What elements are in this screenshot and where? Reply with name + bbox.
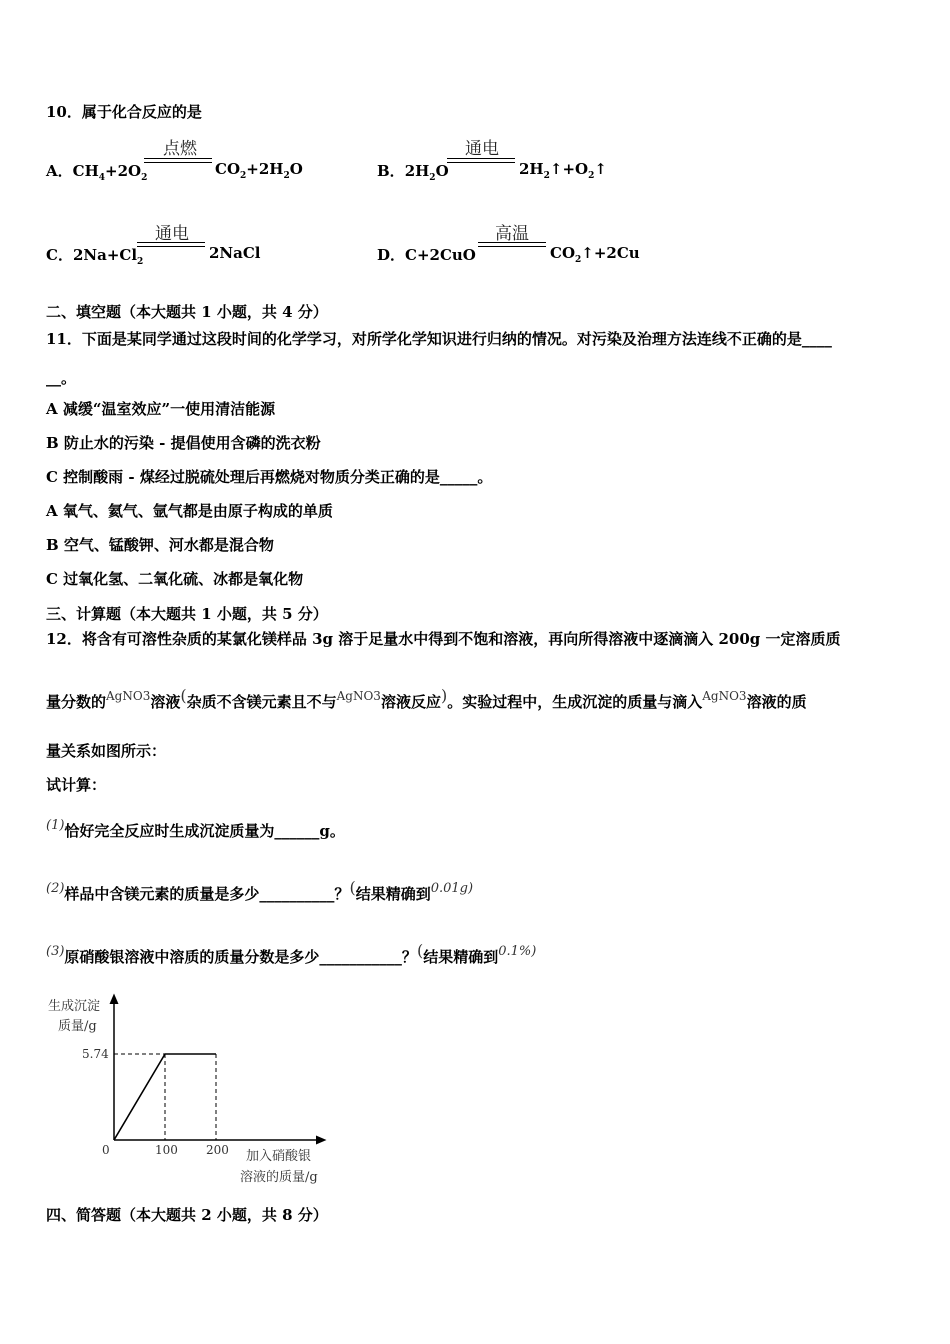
section-3-title: 三、计算题（本大题共 1 小题，共 5 分）	[46, 605, 328, 623]
precipitate-chart	[40, 990, 340, 1190]
agno3-formula: AgNO3	[106, 689, 151, 703]
q11-option-b: B 防止水的污染 - 提倡使用含磷的洗衣粉	[46, 434, 321, 452]
q11-option-c2: C 过氧化氢、二氧化硫、冰都是氧化物	[46, 570, 304, 588]
q10-option-d: D．C+2CuO	[377, 246, 476, 264]
q10-d-condition: 高温	[495, 224, 529, 244]
q12-line-2: 量分数的$^{AgNO3}$溶液(杂质不含镁元素且不与$^{AgNO3}$溶液反应)。实验过程中，生成沉淀的质量与滴入$^{AgNO3}$溶液的质	[46, 686, 807, 711]
y-tick-label: 5.74	[82, 1047, 109, 1061]
x-label-line-2: 溶液的质量/g	[240, 1170, 318, 1185]
option-a-label: A．	[46, 162, 73, 180]
paren-close: )	[440, 686, 448, 705]
section-2-title: 二、填空题（本大题共 1 小题，共 4 分）	[46, 303, 328, 321]
sub-3-number: (3)	[46, 944, 65, 959]
equals-sign	[478, 246, 546, 247]
q11-option-b2: B 空气、锰酸钾、河水都是混合物	[46, 536, 274, 554]
section-4-title: 四、简答题（本大题共 2 小题，共 8 分）	[46, 1206, 328, 1224]
agno3-formula: AgNO3	[702, 689, 747, 703]
q10-d-products: $CO_2↑+2Cu$	[550, 244, 640, 265]
q11-stem: 11．下面是某同学通过这段时间的化学学习，对所学化学知识进行归纳的情况。对污染及治理方法连线不正确的是____	[46, 330, 832, 348]
q11-stem-cont: __。	[46, 369, 77, 387]
q10-a-condition: 点燃	[163, 139, 197, 159]
q10-a-products: $CO_2+2H_2O$	[215, 160, 303, 181]
q11-option-a2: A 氧气、氦气、氩气都是由原子构成的单质	[46, 502, 333, 520]
sub-3-precision: 0.1%)	[498, 944, 537, 959]
q10-c-condition: 通电	[155, 224, 189, 244]
q11-option-c: C 控制酸雨 - 煤经过脱硫处理后再燃烧对物质分类正确的是_____。	[46, 468, 493, 486]
y-label-line-1: 生成沉淀	[48, 999, 101, 1014]
q12-sub-3: (3)原硝酸银溶液中溶质的质量分数是多少___________？(结果精确到0.1%)	[46, 941, 537, 966]
agno3-formula: AgNO3	[336, 689, 381, 703]
q12-line-3: 量关系如图所示：	[46, 742, 167, 760]
equals-sign	[478, 242, 546, 243]
x-tick-label: 100	[155, 1143, 178, 1157]
q12-sub-1: (1)恰好完全反应时生成沉淀质量为______g。	[46, 818, 345, 840]
equals-sign	[137, 242, 205, 243]
equals-sign	[144, 158, 212, 159]
q10-option-c: C．$2Na+Cl_2$	[46, 246, 144, 267]
equals-sign	[447, 158, 515, 159]
q12-sub-2: (2)样品中含镁元素的质量是多少__________？(结果精确到0.01g)	[46, 878, 474, 903]
equals-sign	[137, 246, 205, 247]
equals-sign	[447, 162, 515, 163]
q10-stem: 10．属于化合反应的是	[46, 103, 202, 121]
q11-option-a: A 减缓“温室效应”一使用清洁能源	[46, 400, 276, 418]
origin-label: 0	[102, 1143, 110, 1157]
sub-1-number: (1)	[46, 818, 65, 833]
equals-sign	[144, 162, 212, 163]
sub-2-number: (2)	[46, 881, 65, 896]
q10-b-condition: 通电	[465, 139, 499, 159]
sub-2-precision: 0.01g)	[430, 881, 474, 896]
y-label-line-2: 质量/g	[58, 1019, 97, 1034]
x-label-line-1: 加入硝酸银	[246, 1149, 312, 1164]
paren-open: (	[180, 686, 187, 705]
x-tick-label: 200	[206, 1143, 229, 1157]
q12-stem: 12．将含有可溶性杂质的某氯化镁样品 3g 溶于足量水中得到不饱和溶液，再向所得溶液中逐滴滴入 200g 一定溶质质	[46, 630, 841, 648]
q12-line-4: 试计算：	[46, 776, 107, 794]
q10-b-products: $2H_2↑+O_2↑$	[519, 160, 607, 181]
q10-option-b: B．$2H_2O$	[377, 162, 449, 183]
q10-c-products: 2NaCl	[209, 244, 261, 262]
q10-option-a: A．$CH_4+2O_2$	[46, 162, 148, 183]
